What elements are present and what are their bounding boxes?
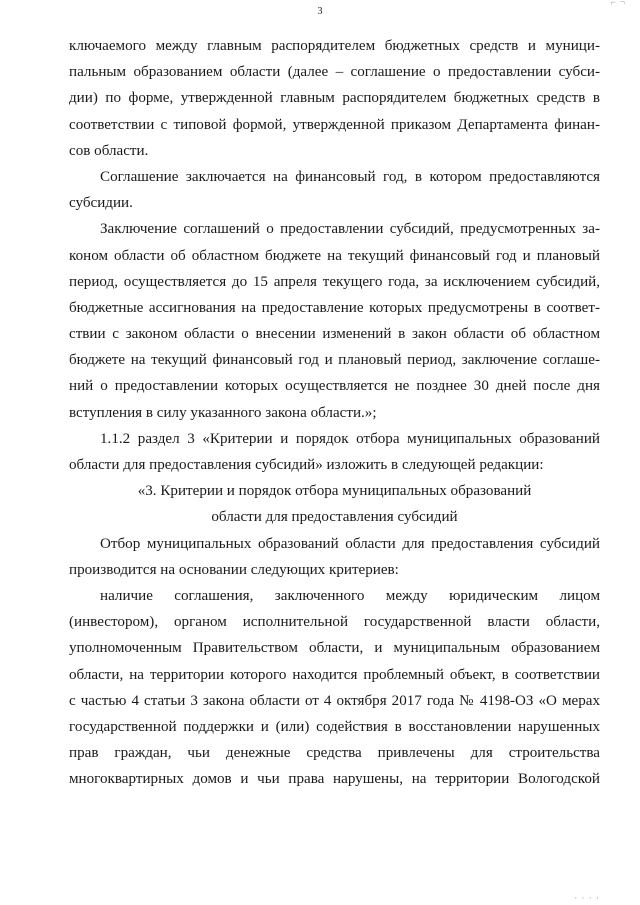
text-line: области, на территории которого находится проблемный объект, в соответствии bbox=[69, 666, 600, 683]
text-line: государственной поддержки и (или) содействия в восстановлении нарушенных bbox=[69, 718, 600, 735]
text-line: бюджете на текущий финансовый год и плановый период, заключение соглаше- bbox=[69, 352, 600, 369]
scan-corner-mark: ⌐ ¬ bbox=[610, 0, 626, 7]
text-line: субсидии. bbox=[69, 195, 133, 212]
text-line: области для предоставления субсидий» изложить в следующей редакции: bbox=[69, 457, 544, 473]
paragraph-first-line: Соглашение заключается на финансовый год, в котором предоставляются bbox=[100, 168, 600, 185]
text-line: период, осуществляется до 15 апреля текущего года, за исключением субсидий, bbox=[69, 273, 600, 290]
text-line: пальным образованием области (далее – соглашение о предоставлении субси- bbox=[69, 64, 600, 81]
text-line: вступления в силу указанного закона области.»; bbox=[69, 404, 377, 421]
text-line: (инвестором), органом исполнительной государственной власти области, bbox=[69, 614, 600, 631]
text-line: с частью 4 статьи 3 закона области от 4 октября 2017 года № 4198-ОЗ «О мерах bbox=[69, 692, 600, 709]
scan-corner-mark: · · · · bbox=[574, 893, 600, 903]
text-line: дии) по форме, утвержденной главным распорядителем бюджетных средств в bbox=[69, 90, 600, 107]
section-heading: «3. Критерии и порядок отбора муниципальных образований bbox=[137, 483, 532, 500]
paragraph-first-line: Отбор муниципальных образований области для предоставления субсидий bbox=[100, 535, 600, 552]
text-line: бюджетные ассигнования на предоставление которых предусмотрены в соответ- bbox=[69, 299, 600, 316]
text-line: коном области об областном бюджете на текущий финансовый год и плановый bbox=[69, 247, 600, 264]
text-line: многоквартирных домов и чьи права нарушены, на территории Вологодской bbox=[69, 771, 600, 788]
section-heading: области для предоставления субсидий bbox=[211, 509, 458, 526]
text-line: прав граждан, чьи денежные средства привлечены для строительства bbox=[69, 745, 600, 762]
text-line: ключаемого между главным распорядителем бюджетных средств и муници- bbox=[69, 38, 600, 54]
paragraph-first-line: Заключение соглашений о предоставлении субсидий, предусмотренных за- bbox=[100, 221, 600, 238]
text-line: сов области. bbox=[69, 142, 149, 159]
document-body bbox=[69, 33, 600, 792]
text-line: уполномоченным Правительством области, и муниципальным образованием bbox=[69, 640, 600, 657]
paragraph-first-line: наличие соглашения, заключенного между юридическим лицом bbox=[100, 587, 600, 604]
text-line: ний о предоставлении которых осуществляется не позднее 30 дней после дня bbox=[69, 378, 600, 395]
page-number: 3 bbox=[317, 6, 323, 17]
text-line: производится на основании следующих критериев: bbox=[69, 561, 399, 578]
text-line: ствии с законом области о внесении изменений в закон области об областном bbox=[69, 326, 600, 343]
text-line: соответствии с типовой формой, утвержденной приказом Департамента финан- bbox=[69, 116, 600, 133]
paragraph-first-line: 1.1.2 раздел 3 «Критерии и порядок отбора муниципальных образований bbox=[100, 430, 600, 447]
